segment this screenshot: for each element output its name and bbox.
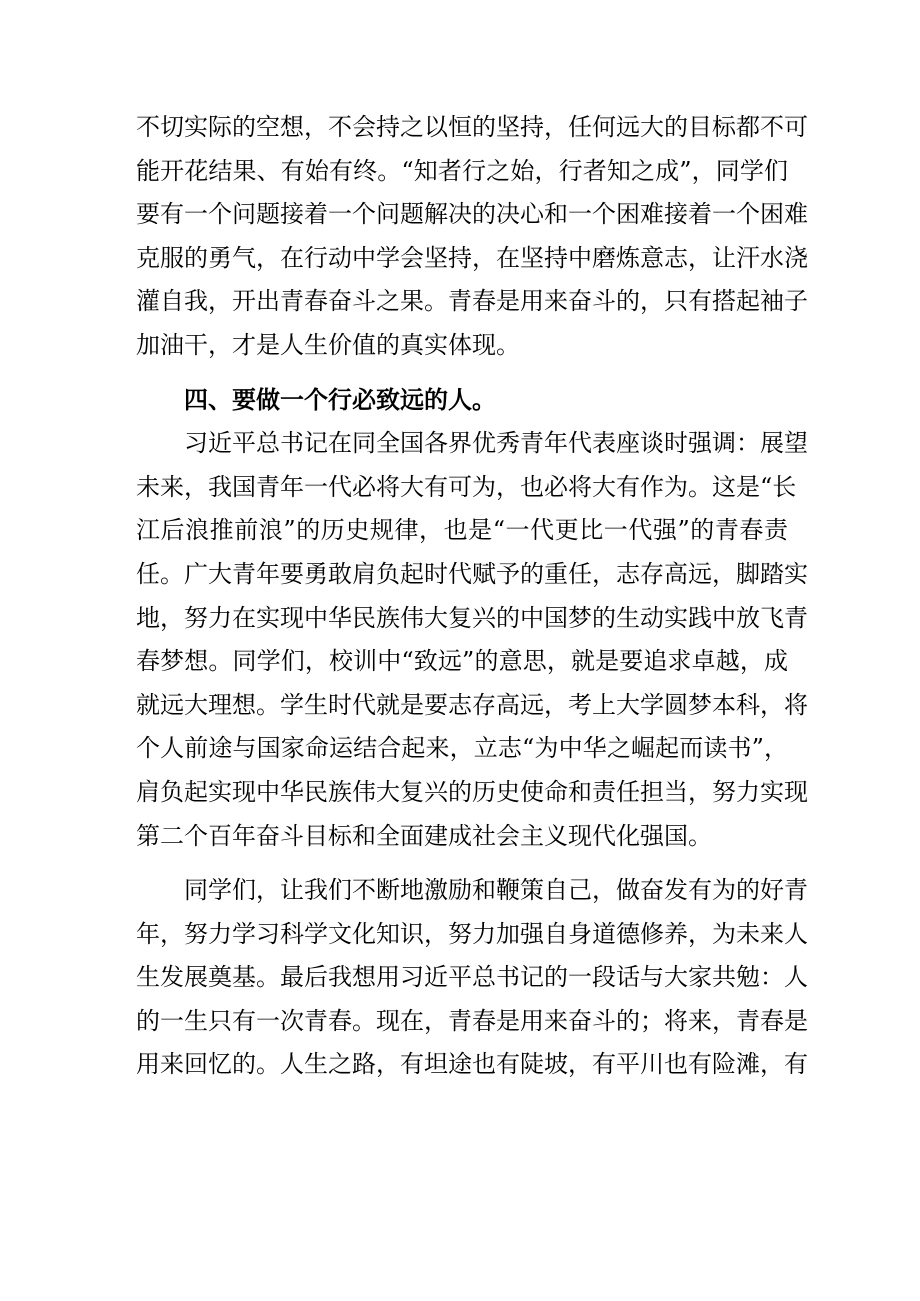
text-line: 不切实际的空想，不会持之以恒的坚持，任何远大的目标都不可 [136,113,808,141]
text-line: 同学们，让我们不断地激励和鞭策自己，做奋发有为的好青 [184,876,808,905]
text-line: 任。广大青年要勇敢肩负起时代赋予的重任，志存高远，脚踏实 [136,559,808,588]
text-line: 生发展奠基。最后我想用习近平总书记的一段话与大家共勉：人 [136,963,808,992]
text-line: 未来，我国青年一代必将大有可为，也必将大有作为。这是“长 [136,472,797,501]
text-line: 年，努力学习科学文化知识，努力加强自身道德修养，为未来人 [136,919,808,948]
paragraph-3 [136,869,808,1087]
paragraph-2 [136,422,808,858]
paragraph-1 [136,106,808,368]
text-line: 的一生只有一次青春。现在，青春是用来奋斗的；将来，青春是 [136,1006,808,1035]
text-line: 地，努力在实现中华民族伟大复兴的中国梦的生动实践中放飞青 [136,603,808,632]
paragraph-spacing [136,368,788,379]
text-line: 灌自我，开出青春奋斗之果。青春是用来奋斗的，只有搭起袖子 [136,287,808,316]
text-line: 就远大理想。学生时代就是要志存高远，考上大学圆梦本科，将 [136,690,808,719]
text-line: 加油干，才是人生价值的真实体现。 [136,330,520,359]
text-line: 第二个百年奋斗目标和全面建成社会主义现代化强国。 [136,821,712,850]
document-body [136,106,808,1087]
text-line: 用来回忆的。人生之路，有坦途也有陡坡，有平川也有险滩，有 [136,1050,808,1079]
text-line: 克服的勇气，在行动中学会坚持，在坚持中磨炼意志，让汗水浇 [136,243,808,272]
section-heading: 四、要做一个行必致远的人。 [184,385,496,414]
text-line: 能开花结果、有始有终。“知者行之始，行者知之成”，同学们 [136,156,788,185]
text-line: 习近平总书记在同全国各界优秀青年代表座谈时强调：展望 [184,429,808,458]
text-line: 肩负起实现中华民族伟大复兴的历史使命和责任担当，努力实现 [136,777,808,806]
text-line: 要有一个问题接着一个问题解决的决心和一个困难接着一个困难 [136,200,808,229]
text-line: 个人前途与国家命运结合起来，立志“为中华之崛起而读书”， [136,734,788,763]
text-line: 春梦想。同学们，校训中“致远”的意思，就是要追求卓越，成 [136,647,788,676]
text-line: 江后浪推前浪”的历史规律，也是“一代更比一代强”的青春责 [136,516,788,545]
paragraph-spacing [136,858,788,869]
